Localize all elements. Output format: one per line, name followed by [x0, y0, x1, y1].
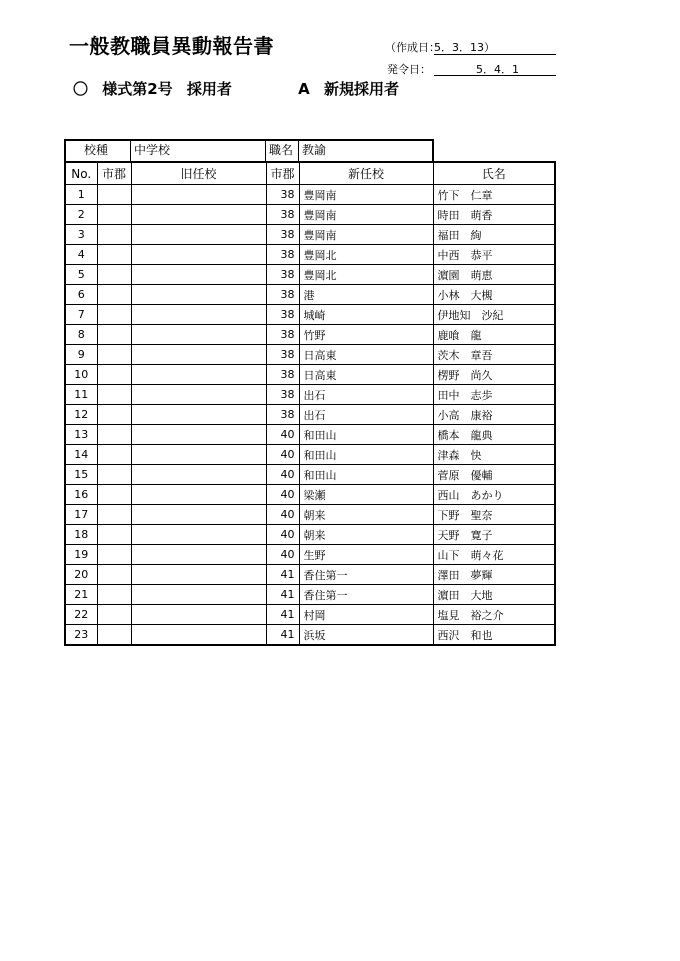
cell-old-school: [131, 325, 266, 345]
position-label: 職名: [269, 143, 294, 157]
table-row: [65, 465, 555, 485]
cell-old-school: [131, 625, 266, 646]
report-title: 一般教職員異動報告書: [69, 34, 274, 58]
table-row: [65, 445, 555, 465]
cell-old-school: [131, 545, 266, 565]
cell-new-school: 港: [299, 285, 433, 305]
cell-old-school: [131, 465, 266, 485]
cell-name: 西沢 和也: [433, 625, 555, 646]
cell-new-city: 38: [266, 265, 299, 285]
table-row: [65, 285, 555, 305]
cell-new-city: 41: [266, 605, 299, 625]
cell-old-city: [97, 625, 131, 646]
created-date-underline: [434, 54, 556, 55]
cell-name: 津森 快: [433, 445, 555, 465]
cell-no: 9: [65, 345, 97, 365]
cell-no: 16: [65, 485, 97, 505]
cell-new-school: 香住第一: [299, 565, 433, 585]
cell-old-school: [131, 185, 266, 205]
cell-new-city: 40: [266, 505, 299, 525]
table-row: [65, 485, 555, 505]
cell-name: 天野 寛子: [433, 525, 555, 545]
table-row: [65, 225, 555, 245]
cell-old-city: [97, 265, 131, 285]
cell-name: 鹿喰 龍: [433, 325, 555, 345]
type-label: 新規採用者: [324, 80, 400, 98]
category-label: 採用者: [186, 80, 232, 98]
cell-name: 時田 萌香: [433, 205, 555, 225]
table-row: [65, 525, 555, 545]
table-row: [65, 265, 555, 285]
form-line: [73, 78, 408, 99]
table-row: [65, 545, 555, 565]
cell-new-city: 40: [266, 525, 299, 545]
cell-old-school: [131, 425, 266, 445]
cell-no: 22: [65, 605, 97, 625]
cell-new-school: 豊岡南: [299, 185, 433, 205]
cell-name: 福田 絢: [433, 225, 555, 245]
cell-new-city: 40: [266, 545, 299, 565]
table-row: [65, 585, 555, 605]
cell-new-city: 38: [266, 185, 299, 205]
cell-new-city: 41: [266, 585, 299, 605]
cell-no: 15: [65, 465, 97, 485]
cell-name: 濵田 大地: [433, 585, 555, 605]
cell-old-city: [97, 345, 131, 365]
cell-no: 5: [65, 265, 97, 285]
cell-new-school: 竹野: [299, 325, 433, 345]
cell-new-city: 38: [266, 285, 299, 305]
table-row: [65, 205, 555, 225]
cell-name: 塩見 裕之介: [433, 605, 555, 625]
cell-old-city: [97, 405, 131, 425]
cell-old-school: [131, 505, 266, 525]
table-header-row: [65, 162, 555, 185]
cell-name: 伊地知 沙紀: [433, 305, 555, 325]
cell-new-city: 38: [266, 205, 299, 225]
school-type-label: 校種: [84, 143, 109, 157]
cell-old-school: [131, 565, 266, 585]
created-date-label: （作成日：: [385, 41, 440, 54]
position-value: 教諭: [302, 143, 327, 157]
cell-no: 18: [65, 525, 97, 545]
roster-table: [64, 161, 556, 646]
cell-no: 23: [65, 625, 97, 646]
created-date-value: 5．3．13）: [434, 41, 495, 54]
cell-no: 1: [65, 185, 97, 205]
cell-new-school: 和田山: [299, 425, 433, 445]
issue-date-value: 5．4．1: [476, 63, 519, 76]
cell-no: 6: [65, 285, 97, 305]
cell-new-city: 41: [266, 625, 299, 646]
cell-new-city: 38: [266, 345, 299, 365]
issue-date-label: 発令日：: [387, 63, 431, 76]
cell-old-city: [97, 205, 131, 225]
cell-no: 19: [65, 545, 97, 565]
table-row: [65, 405, 555, 425]
cell-no: 3: [65, 225, 97, 245]
table-row: [65, 345, 555, 365]
cell-old-city: [97, 225, 131, 245]
issue-date-underline: [434, 75, 556, 76]
cell-old-city: [97, 485, 131, 505]
table-row: [65, 425, 555, 445]
cell-name: 菅原 優輔: [433, 465, 555, 485]
table-row: [65, 385, 555, 405]
cell-old-school: [131, 305, 266, 325]
cell-old-school: [131, 445, 266, 465]
table-row: [65, 245, 555, 265]
type-code: A: [298, 80, 310, 98]
cell-name: 竹下 仁章: [433, 185, 555, 205]
col-new-school: 新任校: [299, 162, 433, 185]
cell-name: 中西 恭平: [433, 245, 555, 265]
cell-name: 橋本 龍典: [433, 425, 555, 445]
cell-name: 田中 志歩: [433, 385, 555, 405]
cell-new-city: 38: [266, 325, 299, 345]
cell-new-school: 生野: [299, 545, 433, 565]
cell-name: 茨木 章吾: [433, 345, 555, 365]
cell-name: 濵園 萌恵: [433, 265, 555, 285]
col-old-school: 旧任校: [131, 162, 266, 185]
cell-no: 13: [65, 425, 97, 445]
cell-old-city: [97, 445, 131, 465]
cell-no: 4: [65, 245, 97, 265]
cell-old-school: [131, 525, 266, 545]
cell-new-city: 38: [266, 225, 299, 245]
cell-new-school: 村岡: [299, 605, 433, 625]
cell-new-city: 41: [266, 565, 299, 585]
cell-old-city: [97, 425, 131, 445]
table-row: [65, 625, 555, 646]
cell-no: 14: [65, 445, 97, 465]
cell-old-school: [131, 225, 266, 245]
table-row: [65, 505, 555, 525]
cell-old-city: [97, 365, 131, 385]
cell-new-city: 40: [266, 465, 299, 485]
cell-new-city: 38: [266, 405, 299, 425]
cell-name: 楞野 尚久: [433, 365, 555, 385]
cell-old-city: [97, 545, 131, 565]
cell-old-city: [97, 245, 131, 265]
cell-name: 山下 萌々花: [433, 545, 555, 565]
col-no: No.: [65, 162, 97, 185]
cell-name: 下野 聖奈: [433, 505, 555, 525]
cell-old-city: [97, 305, 131, 325]
cell-no: 2: [65, 205, 97, 225]
col-new-city: 市郡: [266, 162, 299, 185]
table-row: [65, 305, 555, 325]
cell-no: 21: [65, 585, 97, 605]
cell-new-school: 出石: [299, 385, 433, 405]
cell-no: 12: [65, 405, 97, 425]
cell-old-school: [131, 485, 266, 505]
cell-new-school: 浜坂: [299, 625, 433, 646]
cell-old-city: [97, 505, 131, 525]
cell-old-city: [97, 585, 131, 605]
cell-old-school: [131, 285, 266, 305]
cell-new-school: 朝来: [299, 505, 433, 525]
cell-old-school: [131, 205, 266, 225]
cell-old-city: [97, 285, 131, 305]
col-old-city: 市郡: [97, 162, 131, 185]
cell-new-school: 豊岡北: [299, 265, 433, 285]
cell-new-school: 日高東: [299, 345, 433, 365]
cell-new-school: 和田山: [299, 465, 433, 485]
cell-no: 20: [65, 565, 97, 585]
cell-old-city: [97, 605, 131, 625]
cell-new-school: 豊岡北: [299, 245, 433, 265]
table-row: [65, 565, 555, 585]
cell-new-city: 38: [266, 305, 299, 325]
cell-name: 小林 大槻: [433, 285, 555, 305]
cell-old-school: [131, 585, 266, 605]
cell-new-school: 豊岡南: [299, 225, 433, 245]
col-name: 氏名: [433, 162, 555, 185]
cell-new-school: 豊岡南: [299, 205, 433, 225]
table-row: [65, 365, 555, 385]
table-row: [65, 185, 555, 205]
cell-old-school: [131, 405, 266, 425]
cell-new-school: 城崎: [299, 305, 433, 325]
cell-old-school: [131, 385, 266, 405]
school-type-value: 中学校: [134, 143, 171, 157]
cell-old-city: [97, 465, 131, 485]
cell-new-city: 38: [266, 245, 299, 265]
cell-name: 小高 康裕: [433, 405, 555, 425]
cell-no: 11: [65, 385, 97, 405]
cell-new-city: 40: [266, 425, 299, 445]
cell-new-school: 香住第一: [299, 585, 433, 605]
cell-new-school: 日高東: [299, 365, 433, 385]
circle-mark-icon: 〇: [73, 80, 89, 98]
cell-no: 8: [65, 325, 97, 345]
cell-new-school: 朝来: [299, 525, 433, 545]
cell-old-city: [97, 525, 131, 545]
form-number: 様式第2号: [102, 80, 173, 98]
cell-old-school: [131, 265, 266, 285]
cell-no: 17: [65, 505, 97, 525]
cell-new-city: 38: [266, 385, 299, 405]
cell-new-school: 和田山: [299, 445, 433, 465]
cell-old-city: [97, 565, 131, 585]
table-row: [65, 605, 555, 625]
cell-old-city: [97, 185, 131, 205]
cell-new-city: 40: [266, 485, 299, 505]
cell-new-city: 40: [266, 445, 299, 465]
cell-new-city: 38: [266, 365, 299, 385]
cell-name: 西山 あかり: [433, 485, 555, 505]
cell-no: 7: [65, 305, 97, 325]
cell-old-school: [131, 245, 266, 265]
cell-old-city: [97, 325, 131, 345]
cell-old-school: [131, 365, 266, 385]
cell-old-school: [131, 605, 266, 625]
cell-old-city: [97, 385, 131, 405]
cell-name: 澤田 夢輝: [433, 565, 555, 585]
cell-new-school: 梁瀬: [299, 485, 433, 505]
table-row: [65, 325, 555, 345]
cell-new-school: 出石: [299, 405, 433, 425]
cell-old-school: [131, 345, 266, 365]
cell-no: 10: [65, 365, 97, 385]
